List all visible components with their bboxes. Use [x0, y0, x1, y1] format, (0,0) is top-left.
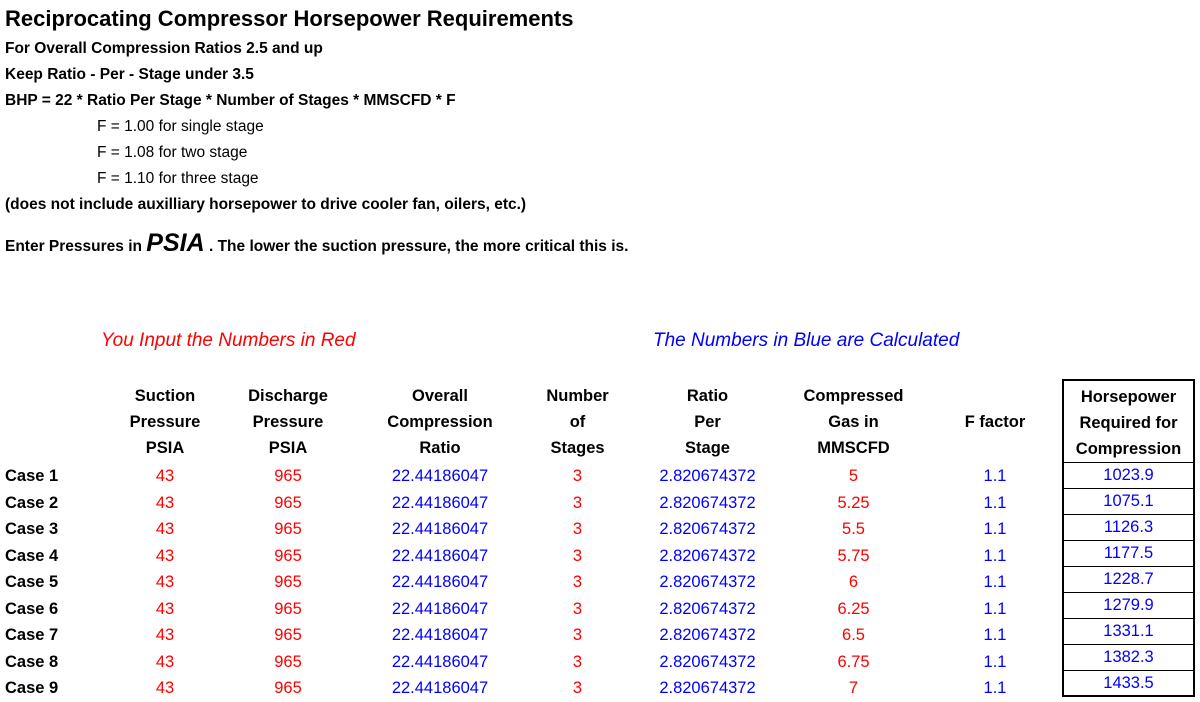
suction-pressure-cell[interactable]: 43: [155, 626, 175, 644]
header-discharge-line1: Discharge: [248, 387, 328, 405]
suction-pressure-cell[interactable]: 43: [155, 573, 175, 591]
f-factor-cell: 1.1: [983, 493, 1007, 512]
overall-ratio-cell: 22.44186047: [391, 467, 489, 485]
horsepower-cell: 1177.5: [1064, 541, 1193, 567]
case-label: Case 4: [5, 546, 59, 565]
suction-pressure-cell[interactable]: 43: [155, 520, 175, 538]
ratio-per-stage-column: [650, 463, 765, 702]
header-f-factor: [940, 409, 1050, 435]
bhp-formula: BHP = 22 * Ratio Per Stage * Number of Stages * MMSCFD * F: [5, 92, 456, 109]
input-note: You Input the Numbers in Red: [101, 330, 356, 351]
header-hp-line2: Required for: [1079, 414, 1178, 432]
discharge-pressure-cell[interactable]: 965: [274, 573, 302, 591]
header-discharge-line3: PSIA: [268, 439, 308, 457]
header-per-stage-line3: Stage: [685, 439, 730, 457]
overall-ratio-cell: 22.44186047: [391, 599, 489, 618]
case-label: Case 9: [5, 679, 59, 697]
header-stages-line3: Stages: [550, 439, 605, 457]
overall-ratio-cell: 22.44186047: [391, 520, 489, 538]
overall-ratio-cell: 22.44186047: [391, 573, 489, 591]
stages-cell[interactable]: 3: [572, 679, 583, 697]
header-ratio-line2: Compression: [387, 413, 493, 431]
ratio-per-stage-cell: 2.820674372: [659, 493, 756, 512]
ratio-per-stage-cell: 2.820674372: [659, 599, 756, 618]
header-horsepower: [1064, 381, 1193, 463]
f-factor-cell: 1.1: [983, 573, 1007, 591]
header-suction: [110, 383, 220, 461]
header-stages-line2: of: [569, 413, 586, 431]
discharge-pressure-cell[interactable]: 965: [274, 493, 302, 512]
compressed-gas-cell[interactable]: 6.25: [837, 599, 870, 618]
overall-ratio-cell: 22.44186047: [391, 679, 489, 697]
f-factor-cell: 1.1: [983, 546, 1007, 565]
suction-column: [110, 463, 220, 702]
ratio-per-stage-cell: 2.820674372: [659, 573, 756, 591]
enter-prefix: Enter Pressures in: [5, 238, 147, 255]
stages-cell[interactable]: 3: [572, 467, 583, 485]
header-stages: [530, 383, 625, 461]
header-per-stage-line1: Ratio: [686, 387, 729, 405]
suction-pressure-cell[interactable]: 43: [155, 493, 175, 512]
case-label: Case 1: [5, 467, 59, 485]
psia-unit: PSIA: [146, 229, 205, 257]
ratio-per-stage-cell: 2.820674372: [659, 546, 756, 565]
header-suction-line3: PSIA: [145, 439, 185, 457]
header-discharge: [228, 383, 348, 461]
page-title: Reciprocating Compressor Horsepower Requirements: [5, 6, 574, 31]
f-factor-column: [940, 463, 1050, 702]
case-label: Case 7: [5, 626, 59, 644]
subtitle-ratio-range: For Overall Compression Ratios 2.5 and up: [5, 40, 323, 57]
auxiliary-note: (does not include auxilliary horsepower to drive cooler fan, oilers, etc.): [5, 196, 527, 213]
case-label: Case 5: [5, 573, 59, 591]
header-f-line1: F factor: [964, 413, 1026, 431]
case-label: Case 3: [5, 520, 59, 538]
discharge-pressure-cell[interactable]: 965: [274, 546, 302, 565]
compressed-gas-cell[interactable]: 5.5: [842, 520, 865, 538]
horsepower-box: [1062, 379, 1195, 697]
ratio-per-stage-cell: 2.820674372: [659, 679, 756, 697]
suction-pressure-cell[interactable]: 43: [155, 652, 175, 671]
discharge-pressure-cell[interactable]: 965: [274, 626, 302, 644]
stages-column: [530, 463, 625, 702]
discharge-column: [228, 463, 348, 702]
header-overall-ratio: [370, 383, 510, 461]
ratio-per-stage-cell: 2.820674372: [659, 626, 756, 644]
discharge-pressure-cell[interactable]: 965: [274, 652, 302, 671]
header-hp-line1: Horsepower: [1080, 388, 1177, 406]
compressed-gas-cell[interactable]: 5.75: [837, 546, 870, 565]
stages-cell[interactable]: 3: [572, 599, 583, 618]
header-gas-line3: MMSCFD: [817, 439, 890, 457]
header-stages-line1: Number: [546, 387, 609, 405]
f-factor-cell: 1.1: [983, 626, 1007, 644]
header-gas-line1: Compressed: [803, 387, 904, 405]
stages-cell[interactable]: 3: [572, 546, 583, 565]
horsepower-cell: 1382.3: [1064, 645, 1193, 671]
case-label: Case 6: [5, 599, 59, 618]
header-hp-line3: Compression: [1075, 440, 1182, 458]
f-factor-cell: 1.1: [983, 652, 1007, 671]
compressed-gas-cell[interactable]: 5.25: [837, 493, 870, 512]
overall-ratio-cell: 22.44186047: [391, 493, 489, 512]
horsepower-cell: 1331.1: [1064, 619, 1193, 645]
header-suction-line1: Suction: [134, 387, 196, 405]
header-ratio-line1: Overall: [412, 387, 468, 405]
header-gas-line2: Gas in: [828, 413, 879, 431]
compressed-gas-cell[interactable]: 6.5: [842, 626, 865, 644]
f-factor-cell: 1.1: [983, 467, 1007, 485]
horsepower-cell: 1279.9: [1064, 593, 1193, 619]
suction-pressure-cell[interactable]: 43: [155, 599, 175, 618]
enter-suffix: . The lower the suction pressure, the more critical this is.: [204, 238, 629, 255]
compressed-gas-cell[interactable]: 6.75: [837, 652, 870, 671]
stages-cell[interactable]: 3: [572, 573, 583, 591]
header-suction-line2: Pressure: [129, 413, 201, 431]
f-factor-cell: 1.1: [983, 599, 1007, 618]
suction-pressure-cell[interactable]: 43: [155, 467, 175, 485]
suction-pressure-cell[interactable]: 43: [155, 546, 175, 565]
discharge-pressure-cell[interactable]: 965: [274, 679, 302, 697]
overall-ratio-cell: 22.44186047: [391, 546, 489, 565]
case-label: Case 2: [5, 493, 59, 512]
case-label-column: [5, 463, 95, 702]
discharge-pressure-cell[interactable]: 965: [274, 520, 302, 538]
subtitle-ratio-per-stage: Keep Ratio - Per - Stage under 3.5: [5, 66, 254, 83]
ratio-per-stage-cell: 2.820674372: [659, 520, 756, 538]
horsepower-cell: 1023.9: [1064, 463, 1193, 489]
header-ratio-line3: Ratio: [419, 439, 461, 457]
f-factor-cell: 1.1: [983, 520, 1007, 538]
horsepower-cell: 1126.3: [1064, 515, 1193, 541]
horsepower-cell: 1228.7: [1064, 567, 1193, 593]
discharge-pressure-cell[interactable]: 965: [274, 467, 302, 485]
compressed-gas-column: [786, 463, 921, 702]
header-discharge-line2: Pressure: [252, 413, 324, 431]
ratio-per-stage-cell: 2.820674372: [659, 467, 756, 485]
f-factor-single: F = 1.00 for single stage: [97, 118, 264, 135]
stages-cell[interactable]: 3: [572, 626, 583, 644]
case-label: Case 8: [5, 652, 59, 671]
overall-ratio-cell: 22.44186047: [391, 626, 489, 644]
enter-pressures-line: [5, 229, 628, 258]
calculated-note: The Numbers in Blue are Calculated: [653, 330, 960, 351]
ratio-per-stage-cell: 2.820674372: [659, 652, 756, 671]
stages-cell[interactable]: 3: [572, 652, 583, 671]
suction-pressure-cell[interactable]: 43: [155, 679, 175, 697]
compressed-gas-cell[interactable]: 7: [848, 679, 859, 697]
horsepower-cell: 1075.1: [1064, 489, 1193, 515]
stages-cell[interactable]: 3: [572, 520, 583, 538]
header-ratio-per-stage: [650, 383, 765, 461]
discharge-pressure-cell[interactable]: 965: [274, 599, 302, 618]
compressed-gas-cell[interactable]: 6: [848, 573, 859, 591]
f-factor-cell: 1.1: [983, 679, 1007, 697]
f-factor-two: F = 1.08 for two stage: [97, 144, 248, 161]
header-per-stage-line2: Per: [694, 413, 721, 431]
overall-ratio-column: [370, 463, 510, 702]
stages-cell[interactable]: 3: [572, 493, 583, 512]
header-compressed-gas: [786, 383, 921, 461]
overall-ratio-cell: 22.44186047: [391, 652, 489, 671]
f-factor-three: F = 1.10 for three stage: [97, 170, 259, 187]
horsepower-cell: 1433.5: [1103, 674, 1154, 692]
compressed-gas-cell[interactable]: 5: [848, 467, 859, 485]
